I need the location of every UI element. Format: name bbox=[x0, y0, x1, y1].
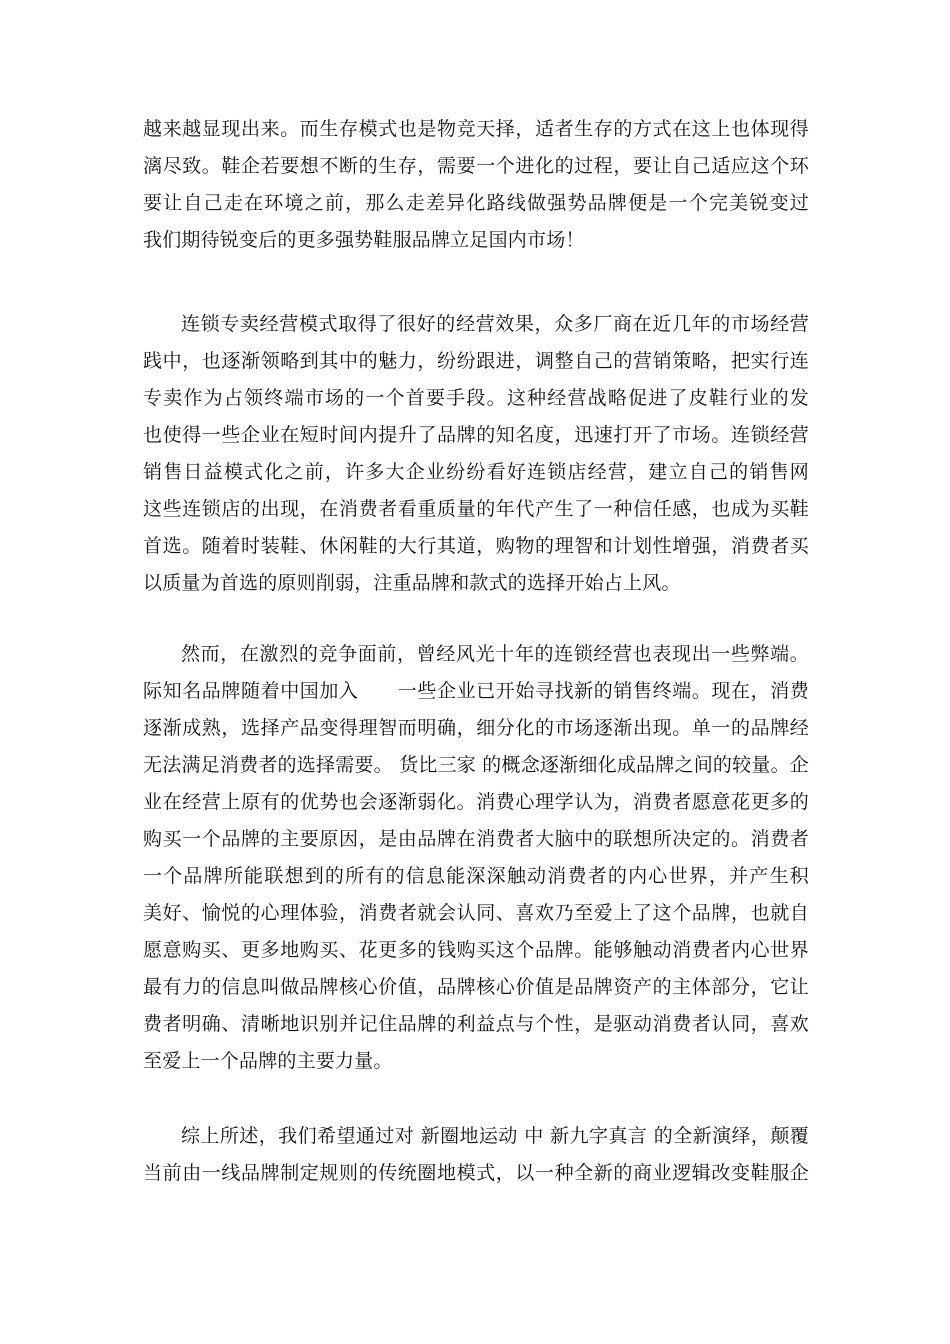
paragraph-line: 购买一个品牌的主要原因，是由品牌在消费者大脑中的联想所决定的。消费者 bbox=[143, 828, 809, 850]
paragraph-line: 美好、愉悦的心理体验，消费者就会认同、喜欢乃至爱上了这个品牌，也就自 bbox=[143, 902, 809, 924]
paragraph-line: 这些连锁店的出现，在消费者看重质量的年代产生了一种信任感，也成为买鞋 bbox=[143, 498, 809, 520]
paragraph-line: 一个品牌所能联想到的所有的信息能深深触动消费者的内心世界，并产生积 bbox=[143, 865, 809, 887]
paragraph-line: 以质量为首选的原则削弱，注重品牌和款式的选择开始占上风。 bbox=[143, 572, 681, 594]
paragraph-line: 综上所述，我们希望通过对 新圈地运动 中 新九字真言 的全新演绎，颠覆 bbox=[181, 1125, 809, 1147]
paragraph-2 bbox=[143, 306, 809, 602]
paragraph-4 bbox=[143, 1118, 809, 1192]
paragraph-line: 当前由一线品牌制定规则的传统圈地模式，以一种全新的商业逻辑改变鞋服企 bbox=[143, 1162, 809, 1184]
paragraph-1 bbox=[143, 111, 809, 259]
paragraph-line: 践中，也逐渐领略到其中的魅力，纷纷跟进，调整自己的营销策略，把实行连 bbox=[143, 350, 809, 372]
paragraph-line: 至爱上一个品牌的主要力量。 bbox=[143, 1050, 393, 1072]
paragraph-line: 际知名品牌随着中国加入 一些企业已开始寻找新的销售终端。现在，消费 bbox=[143, 680, 809, 702]
paragraph-line: 也使得一些企业在短时间内提升了品牌的知名度，迅速打开了市场。连锁经营 bbox=[143, 424, 809, 446]
paragraph-line: 越来越显现出来。而生存模式也是物竞天择，适者生存的方式在这上也体现得 bbox=[143, 118, 809, 140]
paragraph-line: 无法满足消费者的选择需要。 货比三家 的概念逐渐细化成品牌之间的较量。企 bbox=[143, 754, 809, 776]
paragraph-line: 漓尽致。鞋企若要想不断的生存，需要一个进化的过程，要让自己适应这个环 bbox=[143, 155, 809, 177]
paragraph-line: 首选。随着时装鞋、休闲鞋的大行其道，购物的理智和计划性增强，消费者买 bbox=[143, 535, 809, 557]
paragraph-3 bbox=[143, 636, 809, 1080]
paragraph-line: 连锁专卖经营模式取得了很好的经营效果，众多厂商在近几年的市场经营 bbox=[181, 313, 809, 335]
paragraph-line: 逐渐成熟，选择产品变得理智而明确，细分化的市场逐渐出现。单一的品牌经 bbox=[143, 717, 809, 739]
paragraph-line: 销售日益模式化之前，许多大企业纷纷看好连锁店经营，建立自己的销售网 bbox=[143, 461, 809, 483]
paragraph-line: 业在经营上原有的优势也会逐渐弱化。消费心理学认为，消费者愿意花更多的 bbox=[143, 791, 809, 813]
paragraph-line: 专卖作为占领终端市场的一个首要手段。这种经营战略促进了皮鞋行业的发 bbox=[143, 387, 809, 409]
paragraph-line: 我们期待锐变后的更多强势鞋服品牌立足国内市场！ bbox=[143, 229, 585, 251]
paragraph-line: 然而，在激烈的竞争面前，曾经风光十年的连锁经营也表现出一些弊端。 bbox=[181, 643, 809, 665]
paragraph-line: 最有力的信息叫做品牌核心价值，品牌核心价值是品牌资产的主体部分，它让 bbox=[143, 976, 809, 998]
paragraph-line: 要让自己走在环境之前，那么走差异化路线做强势品牌便是一个完美锐变过 bbox=[143, 192, 809, 214]
paragraph-line: 愿意购买、更多地购买、花更多的钱购买这个品牌。能够触动消费者内心世界 bbox=[143, 939, 809, 961]
paragraph-line: 费者明确、清晰地识别并记住品牌的利益点与个性，是驱动消费者认同，喜欢 bbox=[143, 1013, 809, 1035]
